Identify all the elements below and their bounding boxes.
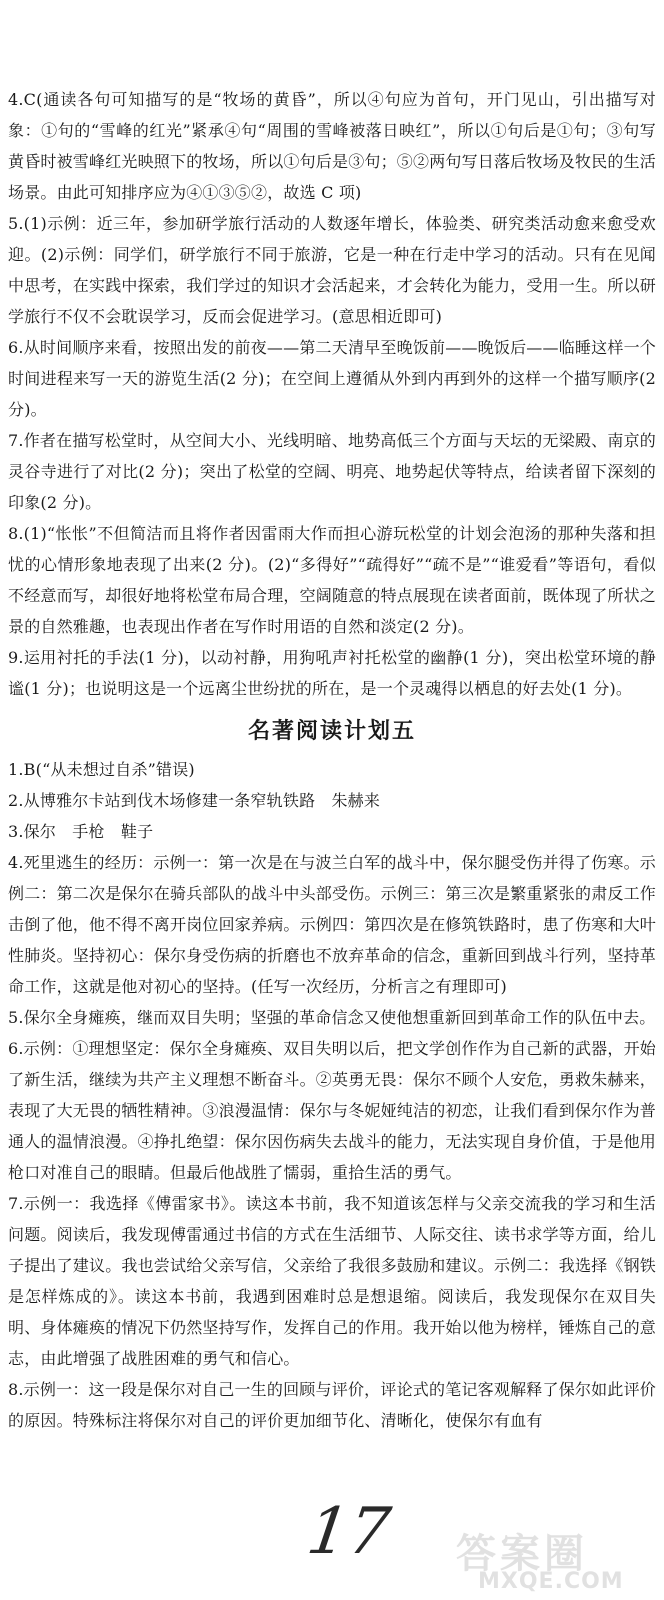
answer-item-9: 9.运用衬托的手法(1 分)，以动衬静，用狗吼声衬托松堂的幽静(1 分)，突出松堂环境的静谧(1 分)；也说明这是一个远离尘世纷扰的所在，是一个灵魂得以栖息的好去处(1 分)。 (8, 648, 656, 698)
answer-item-4: 4.C(通读各句可知描写的是“牧场的黄昏”，所以④句应为首句，开门见山，引出描写对象：①句的“雪峰的红光”紧承④句“周围的雪峰被落日映红”，所以①句后是①句；③句写黄昏时被雪峰红光映照下的牧场，所以①句后是③句；⑤②两句写日落后牧场及牧民的生活场景。由此可知排序应为④①③⑤②，故选 C 项) (8, 90, 657, 202)
reading-answer-5: 5.保尔全身瘫痪，继而双目失明；坚强的革命信念又使他想重新回到革命工作的队伍中去。 (8, 1008, 656, 1027)
reading-answer-3: 3.保尔 手枪 鞋子 (8, 822, 154, 841)
site-watermark-logo (438, 1518, 658, 1596)
handwritten-page-number: 17 (302, 1495, 395, 1569)
reading-answer-8: 8.示例一：这一段是保尔对自己一生的回顾与评价，评论式的笔记客观解释了保尔如此评价的原因。特殊标注将保尔对自己的评价更加细节化、清晰化，使保尔有血有 (8, 1380, 656, 1430)
answer-item-6: 6.从时间顺序来看，按照出发的前夜——第二天清早至晚饭前——晚饭后——临睡这样一个时间进程来写一天的游览生活(2 分)；在空间上遵循从外到内再到外的这样一个描写顺序(2 分)。 (8, 338, 656, 419)
section-title: 名著阅读计划五 (247, 719, 416, 744)
reading-answer-2: 2.从博雅尔卡站到伐木场修建一条窄轨铁路 朱赫来 (8, 791, 381, 810)
reading-answer-7: 7.示例一：我选择《傅雷家书》。读这本书前，我不知道该怎样与父亲交流我的学习和生活问题。阅读后，我发现傅雷通过书信的方式在生活细节、人际交往、读书求学等方面，给儿子提出了建议。我也尝试给父亲写信，父亲给了我很多鼓励和建议。示例二：我选择《钢铁是怎样炼成的》。读这本书前，我遇到困难时总是想退缩。阅读后，我发现保尔在双目失明、身体瘫痪的情况下仍然坚持写作，发挥自己的作用。我开始以他为榜样，锤炼自己的意志，由此增强了战胜困难的勇气和信心。 (8, 1194, 657, 1368)
reading-answer-1: 1.B(“从未想过自杀”错误) (8, 760, 195, 779)
reading-answer-4: 4.死里逃生的经历：示例一：第一次是在与波兰白军的战斗中，保尔腿受伤并得了伤寒。示例二：第二次是保尔在骑兵部队的战斗中头部受伤。示例三：第三次是繁重紧张的肃反工作击倒了他，他不得不离开岗位回家养病。示例四：第四次是在修筑铁路时，患了伤寒和大叶性肺炎。坚持初心：保尔身受伤病的折磨也不放弃革命的信念，重新回到战斗行列，坚持革命工作，这就是他对初心的坚持。(任写一次经历，分析言之有理即可) (8, 853, 657, 996)
watermark-text: 答案圈 (456, 1531, 588, 1577)
reading-answer-6: 6.示例：①理想坚定：保尔全身瘫痪、双目失明以后，把文学创作作为自己新的武器，开始了新生活，继续为共产主义理想不断奋斗。②英勇无畏：保尔不顾个人安危，勇救朱赫来，表现了大无畏的牺牲精神。③浪漫温情：保尔与冬妮娅纯洁的初恋，让我们看到保尔作为普通人的温情浪漫。④挣扎绝望：保尔因伤病失去战斗的能力，无法实现自身价值，于是他用枪口对准自己的眼睛。但最后他战胜了懦弱，重拾生活的勇气。 (8, 1039, 657, 1182)
answer-item-7: 7.作者在描写松堂时，从空间大小、光线明暗、地势高低三个方面与天坛的无梁殿、南京的灵谷寺进行了对比(2 分)；突出了松堂的空阔、明亮、地势起伏等特点，给读者留下深刻的印象(2 分)。 (8, 431, 656, 512)
answer-item-5: 5.(1)示例：近三年，参加研学旅行活动的人数逐年增长，体验类、研究类活动愈来愈受欢迎。(2)示例：同学们，研学旅行不同于旅游，它是一种在行走中学习的活动。只有在见闻中思考，在实践中探索，我们学过的知识才会活起来，才会转化为能力，受用一生。所以研学旅行不仅不会耽误学习，反而会促进学习。(意思相近即可) (8, 214, 657, 326)
answer-item-8: 8.(1)“怅怅”不但简洁而且将作者因雷雨大作而担心游玩松堂的计划会泡汤的那种失落和担忧的心情形象地表现了出来(2 分)。(2)“多得好”“疏得好”“疏不是”“谁爱看”等语句，看似不经意而写，却很好地将松堂布局合理，空阔随意的特点展现在读者面前，既体现了所状之景的自然雅趣，也表现出作者在写作时用语的自然和淡定(2 分)。 (8, 524, 657, 636)
watermark-url: MXQE.COM (478, 1569, 624, 1594)
